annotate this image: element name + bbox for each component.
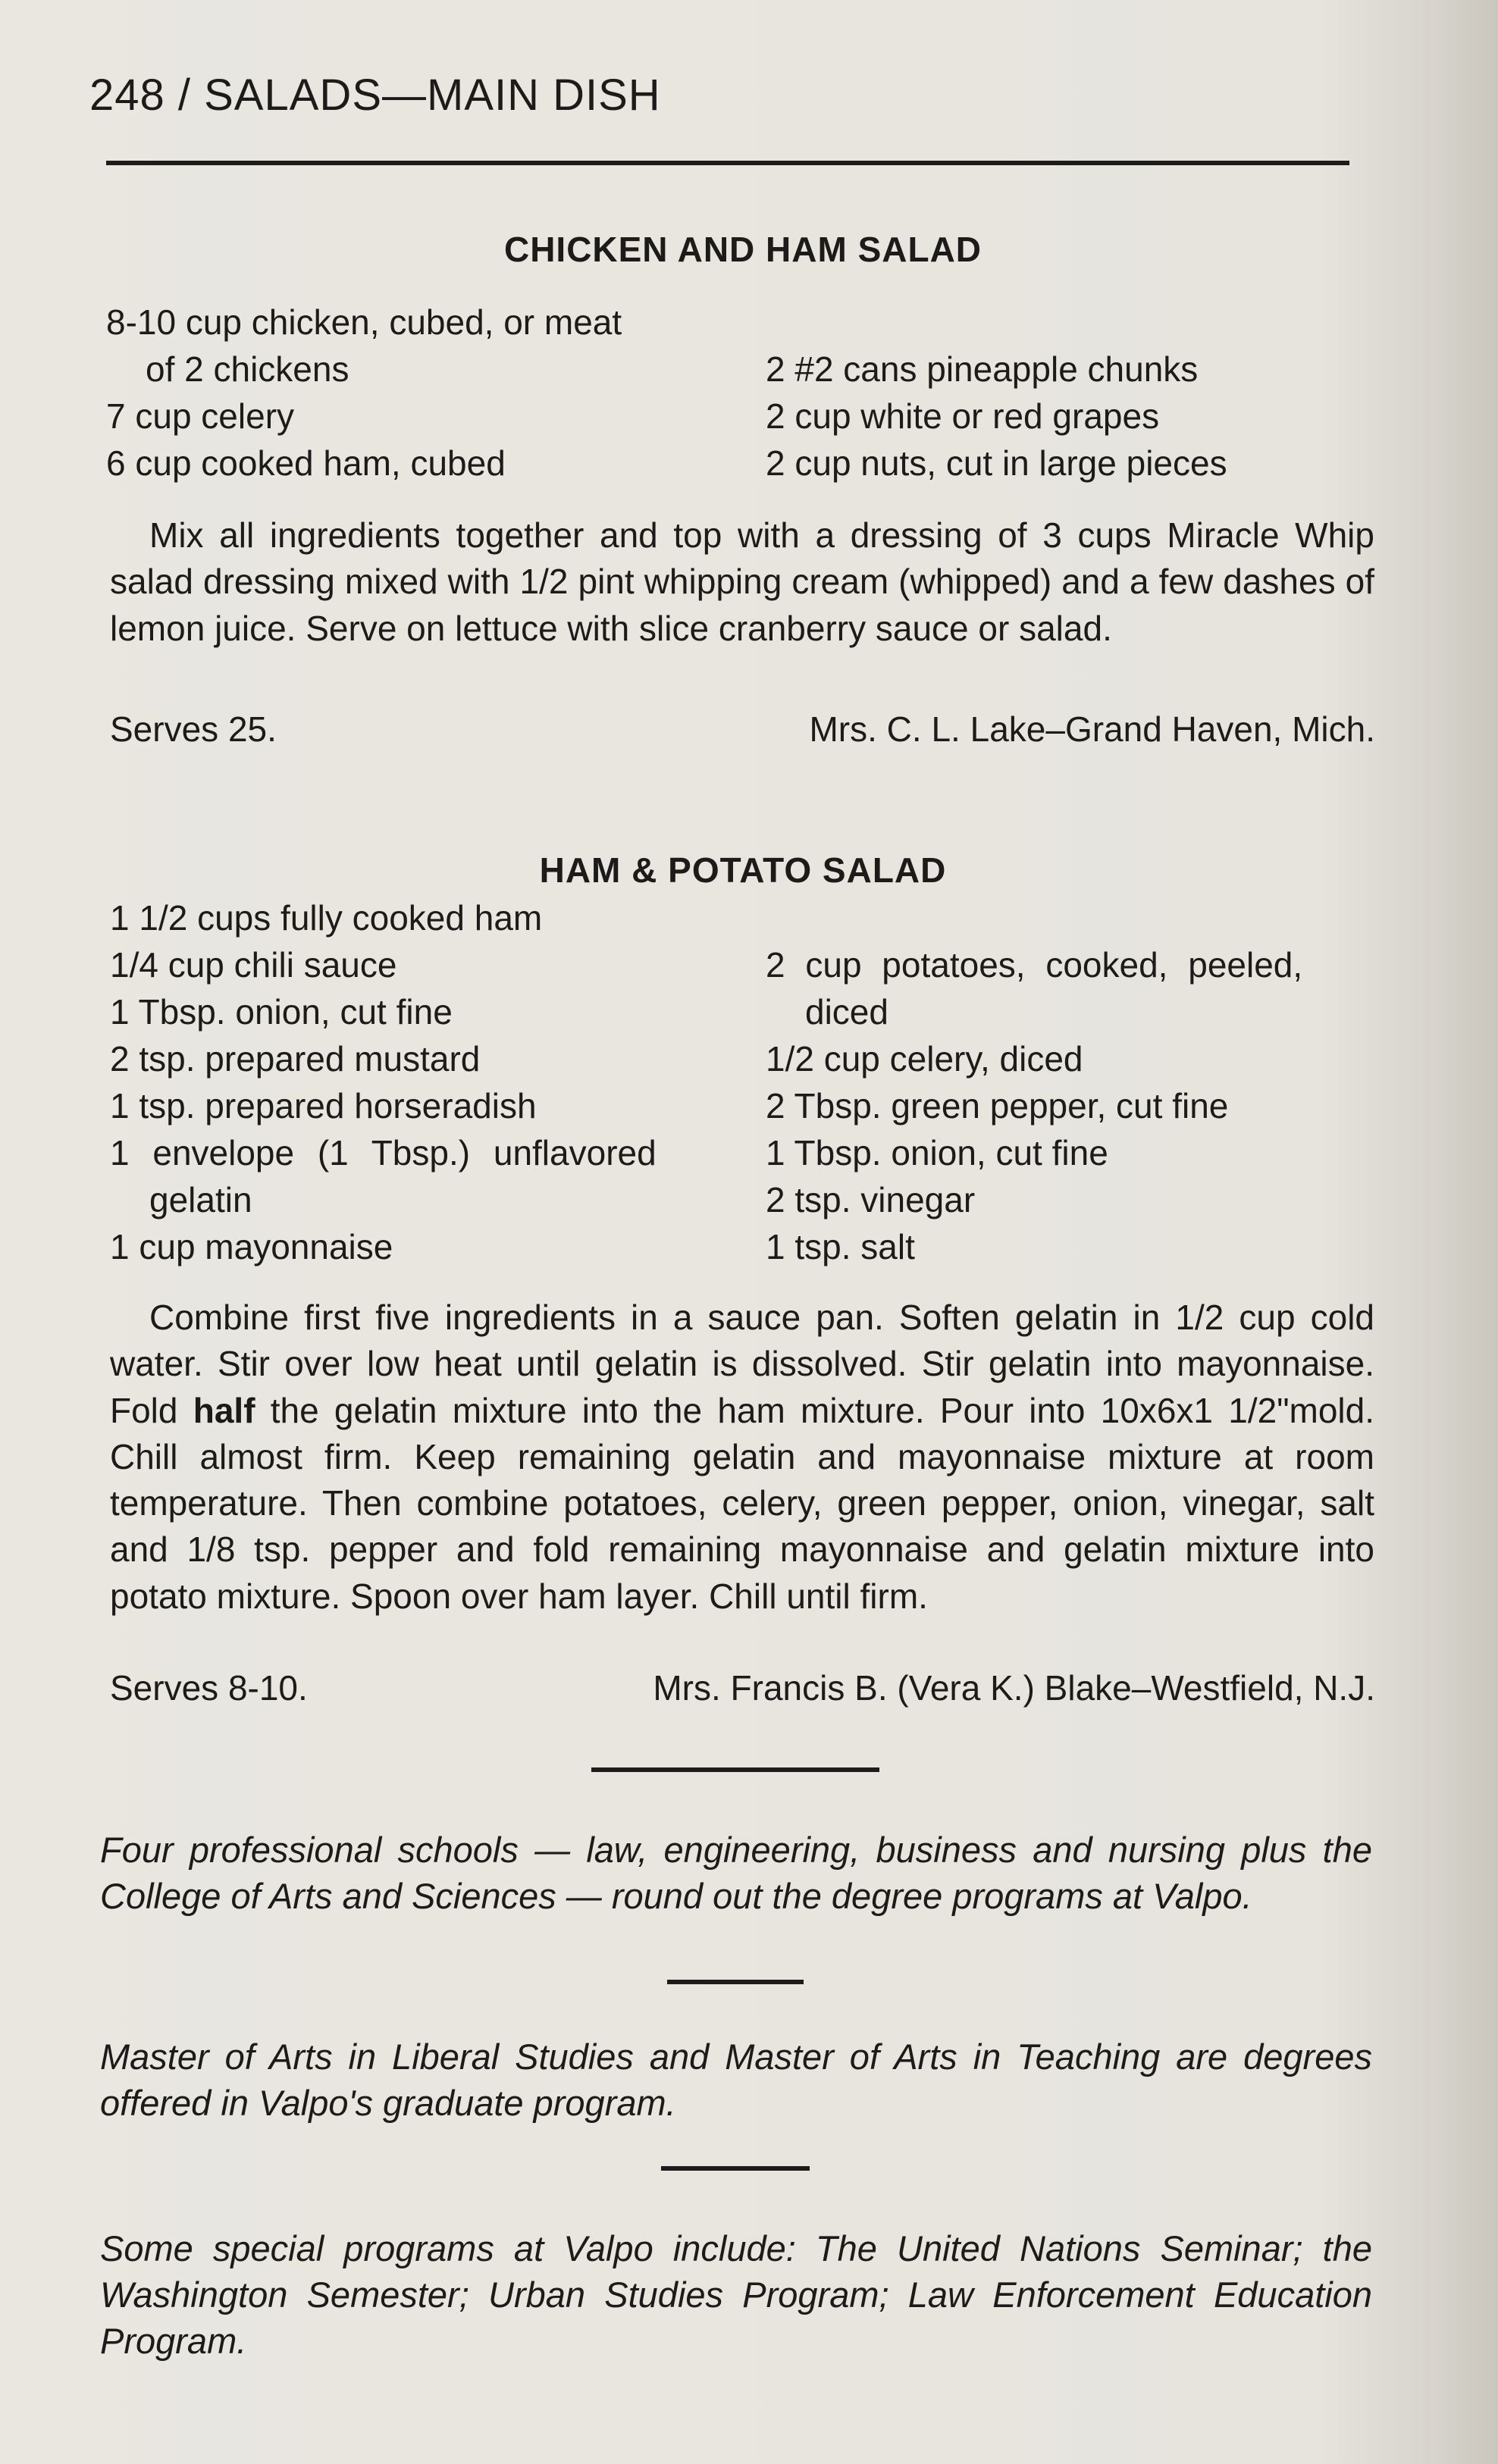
recipe-title-ham-potato: HAM & POTATO SALAD: [539, 850, 947, 890]
ingredient-line: 1 Tbsp. onion, cut fine: [766, 1133, 1108, 1173]
ingredient-line: 1 cup mayonnaise: [110, 1227, 393, 1266]
directions-chicken-ham: Mix all ingredients together and top with a dressing of 3 cups Miracle Whip salad dressing mixed with 1/2 pint whipping cream (whipped) and a few dashes of lemon juice. Serve on lettuce with slice cranberry sauce or salad.: [110, 515, 1374, 648]
section-divider: [661, 2166, 810, 2171]
ingredient-line: 6 cup cooked ham, cubed: [106, 443, 506, 483]
ingredients-right-chicken-ham: [766, 346, 1227, 487]
ingredients-right-ham-potato: [766, 941, 1302, 1270]
filler-note-special-programs: Some special programs at Valpo include: The United Nations Seminar; the Washington Semester; Urban Studies Program; Law Enforcement Education Program.: [100, 2228, 1372, 2361]
ingredient-line: gelatin: [149, 1180, 252, 1219]
ingredient-line: 1 Tbsp. onion, cut fine: [110, 992, 453, 1032]
serves-chicken-ham: Serves 25.: [110, 709, 277, 749]
ingredient-line: 1 tsp. salt: [766, 1227, 915, 1266]
ingredients-left-chicken-ham: [106, 299, 622, 487]
ingredient-line: 1 tsp. prepared horseradish: [110, 1086, 537, 1126]
ingredient-line: 7 cup celery: [106, 396, 295, 436]
ingredient-line: 1 envelope (1 Tbsp.) unflavored: [110, 1133, 657, 1173]
ingredients-left-ham-potato: [110, 894, 657, 1270]
ingredient-line: 2 #2 cans pineapple chunks: [766, 349, 1199, 389]
ingredient-line: 2 tsp. vinegar: [766, 1180, 976, 1219]
ingredient-line: diced: [805, 992, 888, 1032]
ingredient-line: 8-10 cup chicken, cubed, or meat: [106, 302, 622, 342]
ingredient-line: of 2 chickens: [146, 349, 349, 389]
section-divider: [591, 1767, 879, 1772]
ingredient-line: 2 Tbsp. green pepper, cut fine: [766, 1086, 1229, 1126]
directions-bold-word: half: [193, 1390, 255, 1430]
ingredient-line: 2 tsp. prepared mustard: [110, 1039, 481, 1079]
filler-note-schools: Four professional schools — law, engineering, business and nursing plus the College of Arts and Sciences — round out the degree programs at Valpo.: [100, 1830, 1372, 1916]
directions-ham-potato: [110, 1295, 1374, 1620]
directions-text: Combine first five ingredients in a sauce pan. Soften gelatin in 1/2 cup cold water. Stir over low heat until gelatin is dissolved. Stir gelatin into mayonnaise. Fold: [110, 1298, 1374, 1430]
credit-chicken-ham: Mrs. C. L. Lake–Grand Haven, Mich.: [809, 709, 1375, 749]
section-divider: [667, 1980, 804, 1984]
ingredient-line: 2 cup white or red grapes: [766, 396, 1160, 436]
header-rule: [106, 161, 1349, 165]
ingredient-line: 1/2 cup celery, diced: [766, 1039, 1083, 1079]
ingredient-line: 1/4 cup chili sauce: [110, 945, 397, 985]
ingredient-line: 2 cup nuts, cut in large pieces: [766, 443, 1227, 483]
running-head: 248 / SALADS—MAIN DISH: [89, 70, 661, 120]
serves-ham-potato: Serves 8-10.: [110, 1668, 308, 1708]
ingredient-line: 2 cup potatoes, cooked, peeled,: [766, 945, 1303, 985]
ingredient-line: 1 1/2 cups fully cooked ham: [110, 898, 543, 938]
recipe-title-chicken-ham: CHICKEN AND HAM SALAD: [503, 230, 982, 269]
filler-note-graduate: Master of Arts in Liberal Studies and Master of Arts in Teaching are degrees offered in Valpo's graduate program.: [100, 2037, 1372, 2123]
directions-text: the gelatin mixture into the ham mixture. Pour into 10x6x1 1/2"mold. Chill almost firm. Keep remaining gelatin and mayonnaise mixture at room temperature. Then combine potatoes, celery, green pepper, onion, vinegar, salt and 1/8 tsp. pepper and fold remaining mayonnaise and gelatin mixture into potato mixture. Spoon over ham layer. Chill until firm.: [110, 1390, 1375, 1616]
credit-ham-potato: Mrs. Francis B. (Vera K.) Blake–Westfield, N.J.: [653, 1668, 1375, 1708]
